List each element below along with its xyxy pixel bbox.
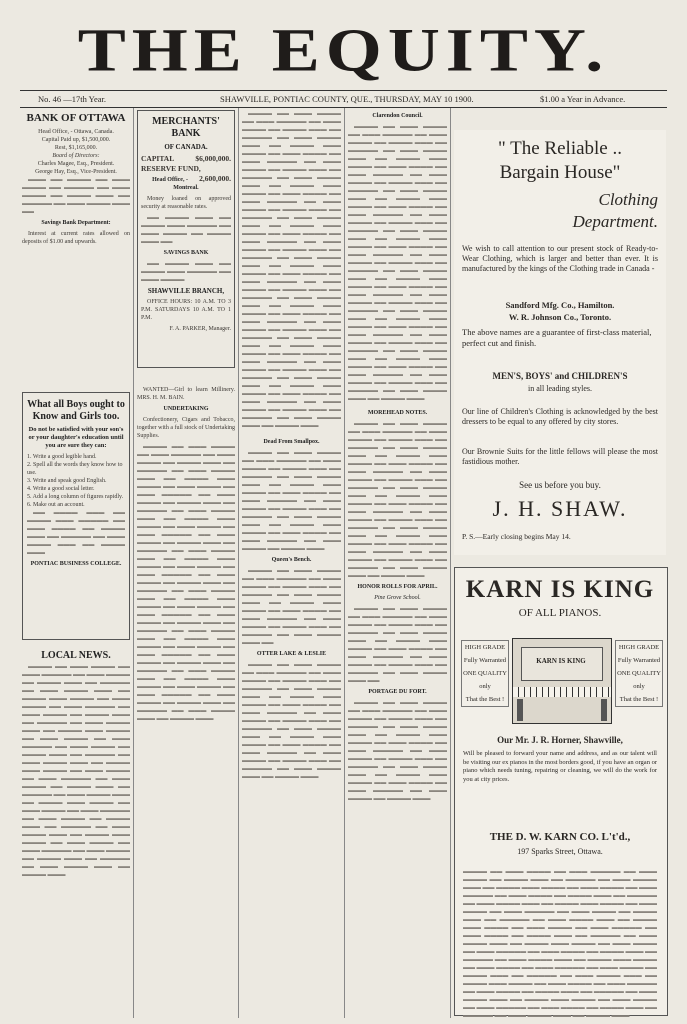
clarendon-council: Clarendon Council. xyxy=(372,113,423,119)
column-rule xyxy=(238,108,239,1018)
piano-illustration xyxy=(512,638,612,724)
text-filler: ▬▬▬▬ ▬▬ ▬▬▬ ▬▬▬▬ ▬▬ ▬▬▬ ▬▬▬▬▬ ▬▬ ▬▬▬ ▬▬▬▬ ▬▬ ▬▬▬▬ ▬▬▬ ▬▬ ▬▬▬▬▬ ▬▬ ▬▬▬ ▬▬▬▬ ▬▬▬ ▬▬ ▬▬▬▬ ▬▬▬ ▬▬▬▬ ▬▬ ▬▬▬ ▬▬▬▬ ▬▬ ▬▬▬ ▬▬▬▬▬ ▬▬ ▬▬▬ ▬▬▬▬ ▬▬ ▬▬▬▬ ▬▬▬ ▬▬ ▬▬▬▬▬ ▬▬ ▬▬▬ ▬▬▬▬ ▬▬▬ ▬▬ ▬▬▬▬ ▬▬▬ ▬▬▬▬ ▬▬ ▬▬▬ ▬▬▬▬ ▬▬ ▬▬▬ ▬▬▬▬▬ ▬▬ ▬▬▬ ▬▬▬▬ ▬▬ ▬▬▬▬ ▬▬▬ ▬▬ ▬▬▬▬▬ ▬▬ ▬▬▬ ▬▬▬▬ ▬▬▬ ▬▬ ▬▬▬▬ ▬▬▬ ▬▬▬▬ ▬▬ ▬▬▬ ▬▬▬▬ ▬▬ ▬▬▬ ▬▬▬▬▬ ▬▬ ▬▬▬ ▬▬▬▬ ▬▬ ▬▬▬▬ ▬▬▬ ▬▬ ▬▬▬▬▬ ▬▬ ▬▬▬ ▬▬▬▬ ▬▬▬ ▬▬ ▬▬▬▬ ▬▬▬ ▬▬▬▬ ▬▬ ▬▬▬ ▬▬▬▬ ▬▬ ▬▬▬ ▬▬▬▬▬ ▬▬ ▬▬▬ ▬▬▬▬ ▬▬ ▬▬▬▬ ▬▬▬ ▬▬ ▬▬▬▬▬ ▬▬ ▬▬▬ ▬▬▬▬ ▬▬▬ ▬▬ ▬▬▬▬ ▬▬▬ ▬▬▬▬ ▬▬ ▬▬▬ ▬▬▬▬ ▬▬ ▬▬▬ ▬▬▬▬▬ ▬▬ ▬▬▬ ▬▬▬▬ ▬▬ ▬▬▬▬ ▬▬▬ ▬▬ ▬▬▬▬▬ ▬▬ ▬▬▬ ▬▬▬▬ ▬▬▬ ▬▬ ▬▬▬▬ ▬▬▬ ▬▬▬▬ ▬▬ ▬▬▬ ▬▬▬▬ ▬▬ ▬▬▬ ▬▬▬▬▬ ▬▬ ▬▬▬ ▬▬▬▬ ▬▬ ▬▬▬▬ ▬▬▬ ▬▬ ▬▬▬▬▬ ▬▬ ▬▬▬ ▬▬▬▬ ▬▬▬ ▬▬ ▬▬▬▬ ▬▬▬ xyxy=(137,444,235,722)
column-1 xyxy=(22,110,130,1015)
boys-box-footer: PONTIAC BUSINESS COLLEGE. xyxy=(30,561,122,567)
boys-box-item: 5. Add a long column of figures rapidly. xyxy=(27,494,124,500)
badge-line: only xyxy=(479,683,491,690)
capital-value: $6,000,000. xyxy=(195,154,231,163)
piano-leg xyxy=(601,699,607,721)
badge-line: only xyxy=(633,683,645,690)
wanted-notice: WANTED—Girl to learn Millinery. MRS. H. M. BAIN. xyxy=(137,387,235,401)
column-rule xyxy=(450,108,451,1018)
reliable-see-us: See us before you buy. xyxy=(519,480,601,490)
column-rule xyxy=(344,108,345,1018)
queens-bench: Queen's Bench. xyxy=(271,557,312,563)
masthead-title: THE EQUITY. xyxy=(77,16,610,84)
piano-keys xyxy=(513,687,611,697)
karn-agent-text: Will be pleased to forward your name and address, and as our talent will be visiting our ex pianos in the most borders good, if you have an organ or piano which needs tuning, repairing or cleaning, we will do the work for you at city prices. xyxy=(463,750,657,783)
reserve-value: 2,600,000. xyxy=(199,174,231,183)
column-rule xyxy=(133,108,134,1018)
karn-piano-ad xyxy=(454,567,668,1019)
boys-box-item: 4. Write a good social letter. xyxy=(27,486,95,492)
portage-du-fort: PORTAGE DU FORT. xyxy=(368,689,427,695)
text-filler: ▬▬▬▬ ▬▬ ▬▬▬ ▬▬▬▬ ▬▬ ▬▬▬ ▬▬▬▬▬ ▬▬ ▬▬▬ ▬▬▬▬ ▬▬ ▬▬▬▬ ▬▬▬ ▬▬ ▬▬▬▬▬ ▬▬ ▬▬▬ ▬▬▬▬ ▬▬▬ ▬▬ ▬▬▬▬ ▬▬▬ ▬▬▬▬ ▬▬ ▬▬▬ ▬▬▬▬ ▬▬ ▬▬▬ ▬▬▬▬▬ ▬▬ ▬▬▬ ▬▬▬▬ ▬▬ ▬▬▬▬ ▬▬▬ ▬▬ ▬▬▬▬▬ ▬▬ ▬▬▬ ▬▬▬▬ ▬▬▬ ▬▬ ▬▬▬▬ ▬▬▬ ▬▬▬▬ ▬▬ ▬▬▬ ▬▬▬▬ ▬▬ ▬▬▬ ▬▬▬▬▬ ▬▬ ▬▬▬ ▬▬▬▬ ▬▬ ▬▬▬▬ ▬▬▬ ▬▬ ▬▬▬▬▬ ▬▬ ▬▬▬ ▬▬▬▬ ▬▬▬ ▬▬ ▬▬▬▬ ▬▬▬ ▬▬▬▬ ▬▬ ▬▬▬ ▬▬▬▬ ▬▬ ▬▬▬ ▬▬▬▬▬ ▬▬ ▬▬▬ ▬▬▬▬ ▬▬ ▬▬▬▬ ▬▬▬ ▬▬ ▬▬▬▬▬ ▬▬ ▬▬▬ ▬▬▬▬ ▬▬▬ ▬▬ ▬▬▬▬ ▬▬▬ ▬▬▬▬ ▬▬ ▬▬▬ ▬▬▬▬ ▬▬ ▬▬▬ ▬▬▬▬▬ ▬▬ ▬▬▬ ▬▬▬▬ ▬▬ ▬▬▬▬ ▬▬▬ ▬▬ ▬▬▬▬▬ ▬▬ ▬▬▬ ▬▬▬▬ ▬▬▬ ▬▬ ▬▬▬▬ ▬▬▬ ▬▬▬▬ ▬▬ ▬▬▬ ▬▬▬▬ ▬▬ ▬▬▬ ▬▬▬▬▬ ▬▬ ▬▬▬ ▬▬▬▬ ▬▬ ▬▬▬▬ ▬▬▬ ▬▬ ▬▬▬▬▬ ▬▬ ▬▬▬ ▬▬▬▬ ▬▬▬ ▬▬ ▬▬▬▬ ▬▬▬ ▬▬▬▬ ▬▬ ▬▬▬ ▬▬▬▬ ▬▬ ▬▬▬ ▬▬▬▬▬ ▬▬ ▬▬▬ ▬▬▬▬ ▬▬ ▬▬▬▬ ▬▬▬ ▬▬ ▬▬▬▬▬ ▬▬ ▬▬▬ ▬▬▬▬ ▬▬▬ ▬▬ ▬▬▬▬ ▬▬▬ xyxy=(348,124,447,402)
bank-ottawa-savings-text: Interest at current rates allowed on deposits of $1.00 and upwards. xyxy=(22,231,130,245)
column-2 xyxy=(137,110,235,1015)
reliable-line1: " The Reliable .. xyxy=(497,138,622,159)
reliable-merchant: J. H. SHAW. xyxy=(492,496,628,521)
merchants-savings-title: SAVINGS BANK xyxy=(163,250,209,256)
text-filler: ▬▬▬▬ ▬▬ ▬▬▬ ▬▬▬▬ ▬▬ ▬▬▬ ▬▬▬▬▬ ▬▬ ▬▬▬ ▬▬▬▬ ▬▬ ▬▬▬▬ ▬▬▬ ▬▬ ▬▬▬▬▬ ▬▬ ▬▬▬ ▬▬▬▬ ▬▬▬ ▬▬ ▬▬▬▬ ▬▬▬ ▬▬▬▬ ▬▬ ▬▬▬ ▬▬▬▬ ▬▬ ▬▬▬ ▬▬▬▬▬ ▬▬ ▬▬▬ ▬▬▬▬ ▬▬ ▬▬▬▬ ▬▬▬ ▬▬ ▬▬▬▬▬ ▬▬ ▬▬▬ ▬▬▬▬ ▬▬▬ ▬▬ ▬▬▬▬ ▬▬▬ ▬▬▬▬ ▬▬ ▬▬▬ ▬▬▬▬ ▬▬ ▬▬▬ ▬▬▬▬▬ ▬▬ ▬▬▬ ▬▬▬▬ ▬▬ ▬▬▬▬ ▬▬▬ xyxy=(242,450,341,552)
karn-right-badge xyxy=(615,640,663,707)
bank-ottawa-line: Rest, $1,165,000. xyxy=(54,145,98,151)
bank-ottawa-line: Board of Directors: xyxy=(52,153,100,159)
merchants-reserve xyxy=(141,164,231,183)
pine-grove-school: Pine Grove School. xyxy=(374,595,421,601)
merchants-manager: F. A. PARKER, Manager. xyxy=(169,326,231,332)
reliable-line2: Bargain House" xyxy=(499,162,621,183)
text-filler: ▬▬▬▬ ▬▬ ▬▬▬ ▬▬▬▬ ▬▬ ▬▬▬ ▬▬▬▬▬ ▬▬ ▬▬▬ ▬▬▬▬ ▬▬ ▬▬▬▬ ▬▬▬ ▬▬ ▬▬▬▬▬ ▬▬ ▬▬▬ ▬▬▬▬ ▬▬▬ ▬▬ ▬▬▬▬ ▬▬▬ ▬▬▬▬ ▬▬ ▬▬▬ ▬▬▬▬ ▬▬ ▬▬▬ ▬▬▬▬▬ ▬▬ ▬▬▬ ▬▬▬▬ ▬▬ ▬▬▬▬ ▬▬▬ ▬▬ ▬▬▬▬▬ ▬▬ ▬▬▬ ▬▬▬▬ ▬▬▬ ▬▬ xyxy=(348,606,447,684)
merchants-head-office: Head Office, - Montreal. xyxy=(152,177,199,191)
reliable-line4: Department. xyxy=(572,212,658,231)
reserve-label: RESERVE FUND, xyxy=(141,164,201,173)
karn-subline: OF ALL PIANOS. xyxy=(518,607,602,619)
bank-ottawa-ad xyxy=(22,112,130,282)
piano-leg xyxy=(517,699,523,721)
column-3 xyxy=(242,110,341,1015)
bank-ottawa-title: BANK OF OTTAWA xyxy=(26,112,126,124)
issue-number: No. 46 —17th Year. xyxy=(38,94,107,104)
boys-box-ad xyxy=(22,392,130,640)
badge-line: That the Best ! xyxy=(619,696,659,703)
badge-line: Fully Warranted xyxy=(463,657,507,664)
reliable-mens: MEN'S, BOYS' and CHILDREN'S xyxy=(492,371,628,381)
text-filler: ▬▬▬▬ ▬▬ ▬▬▬ ▬▬▬▬ ▬▬ ▬▬▬ ▬▬▬▬▬ ▬▬ ▬▬▬ ▬▬▬▬ ▬▬ ▬▬▬▬ ▬▬▬ ▬▬ ▬▬▬▬▬ ▬▬ ▬▬▬ ▬▬▬▬ ▬▬▬ ▬▬ ▬▬▬▬ ▬▬▬ ▬▬▬▬ ▬▬ ▬▬▬ ▬▬▬▬ ▬▬ ▬▬▬ ▬▬▬▬▬ ▬▬ ▬▬▬ ▬▬▬▬ ▬▬ ▬▬▬▬ ▬▬▬ ▬▬ ▬▬▬▬▬ ▬▬ ▬▬▬ ▬▬▬▬ ▬▬▬ ▬▬ ▬▬▬▬ ▬▬▬ ▬▬▬▬ ▬▬ ▬▬▬ ▬▬▬▬ ▬▬ ▬▬▬ ▬▬▬▬▬ ▬▬ ▬▬▬ ▬▬▬▬ ▬▬ ▬▬▬▬ ▬▬▬ ▬▬ ▬▬▬▬▬ ▬▬ ▬▬▬ ▬▬▬▬ ▬▬▬ ▬▬ ▬▬▬▬ ▬▬▬ ▬▬▬▬ ▬▬ ▬▬▬ ▬▬▬▬ ▬▬ ▬▬▬ ▬▬▬▬▬ ▬▬ ▬▬▬ ▬▬▬▬ ▬▬ ▬▬▬▬ ▬▬▬ ▬▬ ▬▬▬▬▬ ▬▬ ▬▬▬ ▬▬▬▬ ▬▬▬ ▬▬ ▬▬▬▬ ▬▬▬ xyxy=(348,421,447,579)
boys-box-item: 6. Make out an account. xyxy=(27,502,85,508)
reliable-body: We wish to call attention to our present stock of Ready-to-Wear Clothing, which is larger and better than ever. It is manufactured by the kings of the Clothing trade in Canada - xyxy=(462,244,658,273)
text-filler: ▬▬▬▬ ▬▬ ▬▬▬ ▬▬▬▬ ▬▬ ▬▬▬ ▬▬▬▬▬ ▬▬ ▬▬▬ ▬▬▬▬ ▬▬ ▬▬▬▬ ▬▬▬ ▬▬ ▬▬▬▬▬ ▬▬ ▬▬▬ ▬▬▬▬ ▬▬▬ ▬▬ ▬▬▬▬ ▬▬▬ ▬▬▬▬ ▬▬ ▬▬▬ ▬▬▬▬ ▬▬ ▬▬▬ ▬▬▬▬▬ ▬▬ ▬▬▬ ▬▬▬▬ ▬▬ ▬▬▬▬ ▬▬▬ ▬▬ ▬▬▬▬▬ ▬▬ ▬▬▬ ▬▬▬▬ ▬▬▬ ▬▬ ▬▬▬▬ ▬▬▬ ▬▬▬▬ ▬▬ ▬▬▬ ▬▬▬▬ ▬▬ ▬▬▬ ▬▬▬▬▬ ▬▬ ▬▬▬ ▬▬▬▬ ▬▬ ▬▬▬▬ ▬▬▬ ▬▬ ▬▬▬▬▬ ▬▬ ▬▬▬ ▬▬▬▬ ▬▬▬ ▬▬ ▬▬▬▬ ▬▬▬ ▬▬▬▬ ▬▬ ▬▬▬ ▬▬▬▬ ▬▬ ▬▬▬ ▬▬▬▬▬ ▬▬ ▬▬▬ ▬▬▬▬ ▬▬ ▬▬▬▬ ▬▬▬ ▬▬ ▬▬▬▬▬ ▬▬ ▬▬▬ ▬▬▬▬ ▬▬▬ ▬▬ ▬▬▬▬ ▬▬▬ ▬▬▬▬ ▬▬ ▬▬▬ ▬▬▬▬ ▬▬ ▬▬▬ ▬▬▬▬▬ ▬▬ ▬▬▬ ▬▬▬▬ ▬▬ ▬▬▬▬ ▬▬▬ ▬▬ ▬▬▬▬▬ ▬▬ ▬▬▬ ▬▬▬▬ ▬▬▬ ▬▬ ▬▬▬▬ ▬▬▬ ▬▬▬▬ ▬▬ ▬▬▬ ▬▬▬▬ ▬▬ ▬▬▬ ▬▬▬▬▬ ▬▬ ▬▬▬ ▬▬▬▬ ▬▬ ▬▬▬▬ ▬▬▬ ▬▬ ▬▬▬▬▬ ▬▬ ▬▬▬ ▬▬▬▬ ▬▬▬ ▬▬ ▬▬▬▬ ▬▬▬ xyxy=(22,664,130,878)
text-filler: ▬▬▬▬ ▬▬ ▬▬▬ ▬▬▬▬ ▬▬ ▬▬▬ ▬▬▬▬▬ ▬▬ ▬▬▬ ▬▬▬▬ ▬▬ ▬▬▬▬ ▬▬▬ ▬▬ ▬▬▬▬▬ ▬▬ ▬▬▬ ▬▬▬▬ ▬▬▬ ▬▬ ▬▬▬▬ ▬▬▬ ▬▬▬▬ ▬▬ ▬▬▬ ▬▬▬▬ ▬▬ ▬▬▬ ▬▬▬▬▬ ▬▬ ▬▬▬ ▬▬▬▬ ▬▬ ▬▬▬▬ ▬▬▬ ▬▬ ▬▬▬▬▬ ▬▬ ▬▬▬ ▬▬▬▬ ▬▬▬ ▬▬ ▬▬▬▬ ▬▬▬ ▬▬▬▬ ▬▬ ▬▬▬ ▬▬▬▬ ▬▬ ▬▬▬ ▬▬▬▬▬ ▬▬ ▬▬▬ ▬▬▬▬ ▬▬ ▬▬▬▬ ▬▬▬ ▬▬ ▬▬▬▬▬ ▬▬ ▬▬▬ ▬▬▬▬ ▬▬▬ ▬▬ ▬▬▬▬ ▬▬▬ xyxy=(242,662,341,780)
bank-ottawa-line: Capital Paid up, $1,500,000. xyxy=(41,137,111,143)
badge-line: ONE QUALITY xyxy=(617,670,661,677)
karn-agent: Our Mr. J. R. Horner, Shawville, xyxy=(497,735,623,745)
bank-ottawa-line: George Hay, Esq., Vice-President. xyxy=(35,169,117,175)
text-filler: ▬▬▬ ▬▬ ▬▬▬▬ ▬▬ ▬▬▬ ▬▬▬▬ ▬▬ ▬▬▬▬▬ ▬▬ ▬▬▬ ▬▬▬▬ ▬▬ ▬▬▬▬ ▬▬▬ ▬▬ ▬▬▬▬▬ ▬▬ ▬▬▬ ▬▬▬▬ ▬▬▬ ▬▬ xyxy=(22,177,130,215)
karn-address: 197 Sparks Street, Ottawa. xyxy=(517,847,603,856)
reliable-maker2: W. R. Johnson Co., Toronto. xyxy=(508,312,612,322)
badge-line: HIGH GRADE xyxy=(464,644,506,651)
place-date: SHAWVILLE, PONTIAC COUNTY, QUE., THURSDAY, MAY 10 1900. xyxy=(220,94,474,104)
subscription-price: $1.00 a Year in Advance. xyxy=(540,94,626,104)
boys-box-title: What all Boys ought to Know and Girls too. xyxy=(27,399,125,422)
merchants-branch-hours: OFFICE HOURS: 10 A.M. TO 3 P.M. SATURDAYS 10 A.M. TO 1 P.M. xyxy=(141,299,231,321)
boys-box-item: 1. Write a good legible hand. xyxy=(27,454,97,460)
badge-line: HIGH GRADE xyxy=(618,644,660,651)
dead-from-smallpox: Dead From Smallpox. xyxy=(263,439,320,445)
merchants-bank-title: MERCHANTS' BANK xyxy=(152,116,220,139)
text-filler: ▬▬▬▬ ▬▬ ▬▬▬ ▬▬▬▬ ▬▬ ▬▬▬ ▬▬▬▬▬ ▬▬ ▬▬▬ ▬▬▬▬ ▬▬ ▬▬▬▬ ▬▬▬ ▬▬ ▬▬▬▬▬ ▬▬ ▬▬▬ ▬▬▬▬ ▬▬▬ ▬▬ ▬▬▬▬ ▬▬▬ ▬▬▬▬ ▬▬ ▬▬▬ ▬▬▬▬ ▬▬ ▬▬▬ ▬▬▬▬▬ ▬▬ ▬▬▬ ▬▬▬▬ ▬▬ ▬▬▬▬ ▬▬▬ ▬▬ ▬▬▬▬▬ ▬▬ ▬▬▬ ▬▬▬▬ ▬▬▬ ▬▬ ▬▬▬▬ ▬▬▬ ▬▬▬▬ ▬▬ ▬▬▬ ▬▬▬▬ ▬▬ ▬▬▬ ▬▬▬▬▬ ▬▬ ▬▬▬ ▬▬▬▬ ▬▬ ▬▬▬▬ ▬▬▬ ▬▬ ▬▬▬▬▬ ▬▬ ▬▬▬ ▬▬▬▬ ▬▬▬ ▬▬ ▬▬▬▬ ▬▬▬ ▬▬▬▬ ▬▬ ▬▬▬ ▬▬▬▬ ▬▬ ▬▬▬ ▬▬▬▬▬ ▬▬ ▬▬▬ ▬▬▬▬ ▬▬ ▬▬▬▬ ▬▬▬ ▬▬ ▬▬▬▬▬ ▬▬ ▬▬▬ ▬▬▬▬ ▬▬▬ ▬▬ ▬▬▬▬ ▬▬▬ ▬▬▬▬ ▬▬ ▬▬▬ ▬▬▬▬ ▬▬ ▬▬▬ ▬▬▬▬▬ ▬▬ ▬▬▬ ▬▬▬▬ ▬▬ ▬▬▬▬ ▬▬▬ ▬▬ ▬▬▬▬▬ ▬▬ ▬▬▬ ▬▬▬▬ ▬▬▬ ▬▬ ▬▬▬▬ ▬▬▬ ▬▬▬▬ ▬▬ ▬▬▬ ▬▬▬▬ ▬▬ ▬▬▬ ▬▬▬▬▬ ▬▬ ▬▬▬ ▬▬▬▬ ▬▬ ▬▬▬▬ ▬▬▬ ▬▬ ▬▬▬▬▬ ▬▬ ▬▬▬ ▬▬▬▬ ▬▬▬ ▬▬ ▬▬▬▬ ▬▬▬ ▬▬▬▬ ▬▬ ▬▬▬ ▬▬▬▬ ▬▬ ▬▬▬ ▬▬▬▬▬ ▬▬ ▬▬▬ ▬▬▬▬ ▬▬ ▬▬▬▬ ▬▬▬ ▬▬ ▬▬▬▬▬ ▬▬ ▬▬▬ ▬▬▬▬ ▬▬▬ ▬▬ ▬▬▬▬ ▬▬▬ ▬▬▬▬ ▬▬ ▬▬▬ ▬▬▬▬ ▬▬ ▬▬▬ ▬▬▬▬▬ ▬▬ ▬▬▬ ▬▬▬▬ ▬▬ ▬▬▬▬ ▬▬▬ ▬▬ ▬▬▬▬▬ ▬▬ ▬▬▬ ▬▬▬▬ ▬▬▬ ▬▬ ▬▬▬▬ ▬▬▬ xyxy=(242,111,341,429)
text-filler: ▬▬ ▬▬▬▬ ▬▬▬ ▬▬ ▬▬▬▬ ▬▬▬ ▬▬▬▬▬ ▬▬ ▬▬▬ ▬▬▬▬ ▬▬ ▬▬▬▬ ▬▬▬ ▬▬ ▬▬▬▬▬ ▬▬ ▬▬▬ ▬▬▬▬ ▬▬▬ ▬▬ ▬▬▬▬ ▬▬▬ xyxy=(27,510,125,556)
local-news-title: LOCAL NEWS. xyxy=(41,650,111,661)
capital-label: CAPITAL xyxy=(141,154,175,163)
boys-box-intro: Do not be satisfied with your son's or your daughter's education until you are sure they can: xyxy=(28,426,124,449)
dateline xyxy=(20,90,667,108)
reliable-names-text: The above names are a guarantee of first-class material, perfect cut and finish. xyxy=(462,327,652,348)
reliable-childrens: Our line of Children's Clothing is acknowledged by the best dressers to be equal to any offered by city stores. xyxy=(462,407,658,426)
merchants-bank-ad xyxy=(137,110,235,368)
karn-left-badge xyxy=(461,640,509,707)
reliable-line3: Clothing xyxy=(598,190,658,209)
honor-rolls: HONOR ROLLS FOR APRIL. xyxy=(357,584,438,590)
bank-ottawa-line: Head Office, - Ottawa, Canada. xyxy=(38,129,114,135)
merchants-bank-subtitle: OF CANADA. xyxy=(164,143,208,151)
karn-headline: KARN IS KING xyxy=(465,576,655,603)
karn-company: THE D. W. KARN CO. L't'd., xyxy=(489,831,631,843)
bank-ottawa-line: Charles Magee, Esq., President. xyxy=(37,161,115,167)
text-filler: ▬▬▬▬ ▬▬ ▬▬▬ ▬▬▬▬ ▬▬ ▬▬▬ ▬▬▬▬▬ ▬▬ ▬▬▬ ▬▬▬▬ ▬▬ ▬▬▬▬ ▬▬▬ ▬▬ ▬▬▬▬▬ ▬▬ ▬▬▬ ▬▬▬▬ ▬▬▬ ▬▬ ▬▬▬▬ ▬▬▬ ▬▬▬▬ ▬▬ ▬▬▬ ▬▬▬▬ ▬▬ ▬▬▬ ▬▬▬▬▬ ▬▬ ▬▬▬ ▬▬▬▬ ▬▬ ▬▬▬▬ ▬▬▬ ▬▬ ▬▬▬▬▬ ▬▬ ▬▬▬ ▬▬▬▬ ▬▬▬ ▬▬ xyxy=(242,568,341,646)
morehead-notes: MOREHEAD NOTES. xyxy=(367,410,428,416)
undertaking-text: Confectionery, Cigars and Tobacco, together with a full stock of Undertaking Supplies. xyxy=(137,417,235,439)
reliable-bargain-house-ad xyxy=(454,130,666,555)
boys-box-item: 3. Write and speak good English. xyxy=(27,478,107,484)
column-4 xyxy=(348,110,447,1015)
otter-lake-leslie: OTTER LAKE & LESLIE xyxy=(256,651,327,657)
bank-ottawa-savings: Savings Bank Department: xyxy=(41,220,111,226)
text-filler: ▬▬▬▬ ▬▬ ▬▬▬ ▬▬▬▬ ▬▬ ▬▬▬ ▬▬▬▬▬ ▬▬ ▬▬▬ ▬▬▬▬ ▬▬ ▬▬▬▬ ▬▬▬ ▬▬ ▬▬▬▬▬ ▬▬ ▬▬▬ ▬▬▬▬ ▬▬▬ ▬▬ ▬▬▬▬ ▬▬▬ ▬▬▬▬ ▬▬ ▬▬▬ ▬▬▬▬ ▬▬ ▬▬▬ ▬▬▬▬▬ ▬▬ ▬▬▬ ▬▬▬▬ ▬▬ ▬▬▬▬ ▬▬▬ ▬▬ ▬▬▬▬▬ ▬▬ ▬▬▬ ▬▬▬▬ ▬▬▬ ▬▬ ▬▬▬▬ ▬▬▬ ▬▬▬▬ ▬▬ ▬▬▬ ▬▬▬▬ ▬▬ ▬▬▬ ▬▬▬▬▬ ▬▬ ▬▬▬ ▬▬▬▬ ▬▬ ▬▬▬▬ ▬▬▬ ▬▬ ▬▬▬▬▬ ▬▬ ▬▬▬ ▬▬▬▬ ▬▬▬ ▬▬ ▬▬▬▬ ▬▬▬ ▬▬▬▬ ▬▬ ▬▬▬ ▬▬▬▬ ▬▬ ▬▬▬ ▬▬▬▬▬ ▬▬ ▬▬▬ ▬▬▬▬ ▬▬ ▬▬▬▬ ▬▬▬ ▬▬ ▬▬▬▬▬ ▬▬ ▬▬▬ ▬▬▬▬ ▬▬▬ ▬▬ ▬▬▬▬ ▬▬▬ ▬▬▬▬ ▬▬ ▬▬▬ ▬▬▬▬ ▬▬ ▬▬▬ ▬▬▬▬▬ ▬▬ ▬▬▬ ▬▬▬▬ ▬▬ ▬▬▬▬ ▬▬▬ ▬▬ ▬▬▬▬▬ ▬▬ ▬▬▬ ▬▬▬▬ ▬▬▬ ▬▬ ▬▬▬▬ ▬▬▬ ▬▬▬▬ ▬▬ ▬▬▬ ▬▬▬▬ ▬▬ ▬▬▬ ▬▬▬▬▬ ▬▬ ▬▬▬ ▬▬▬▬ ▬▬ ▬▬▬▬ ▬▬▬ ▬▬ ▬▬▬▬▬ ▬▬ ▬▬▬ ▬▬▬▬ ▬▬▬ ▬▬ ▬▬▬▬ ▬▬▬ ▬▬▬▬ ▬▬ ▬▬▬ ▬▬▬▬ ▬▬ ▬▬▬ ▬▬▬▬▬ ▬▬ ▬▬▬ ▬▬▬▬ ▬▬ ▬▬▬▬ ▬▬▬ ▬▬ ▬▬▬▬▬ ▬▬ ▬▬▬ ▬▬▬▬ ▬▬▬ ▬▬ ▬▬▬▬ ▬▬▬ ▬▬▬▬ ▬▬ ▬▬▬ ▬▬▬▬ ▬▬ ▬▬▬ ▬▬▬▬▬ ▬▬ ▬▬▬ ▬▬▬▬ ▬▬ ▬▬▬▬ ▬▬▬ ▬▬ ▬▬▬▬▬ ▬▬ ▬▬▬ ▬▬▬▬ ▬▬▬ ▬▬ ▬▬▬▬ ▬▬▬ xyxy=(463,869,657,1019)
merchants-capital xyxy=(141,154,231,164)
merchants-branch-title: SHAWVILLE BRANCH, xyxy=(147,287,225,295)
reliable-brownie: Our Brownie Suits for the little fellows will please the most fastidious mother. xyxy=(462,447,658,466)
piano-label: KARN IS KING xyxy=(536,657,586,665)
badge-line: ONE QUALITY xyxy=(463,670,507,677)
badge-line: That the Best ! xyxy=(465,696,505,703)
badge-line: Fully Warranted xyxy=(617,657,661,664)
reliable-sizes: in all leading styles. xyxy=(528,384,592,393)
merchants-body: Money loaned on approved security at reasonable rates. xyxy=(141,196,231,210)
reliable-ps: P. S.—Early closing begins May 14. xyxy=(462,532,571,541)
undertaking-title: UNDERTAKING xyxy=(163,406,209,412)
text-filler: ▬▬ ▬▬▬▬ ▬▬▬ ▬▬ ▬▬▬▬ ▬▬▬ ▬▬▬▬▬ ▬▬ ▬▬▬ ▬▬▬▬ xyxy=(141,261,231,283)
reliable-maker1: Sandford Mfg. Co., Hamilton. xyxy=(505,300,615,310)
boys-box-item: 2. Spell all the words they know how to use. xyxy=(27,462,123,476)
text-filler: ▬▬ ▬▬▬▬ ▬▬▬ ▬▬ ▬▬▬▬ ▬▬▬ ▬▬▬▬▬ ▬▬ ▬▬▬ ▬▬▬▬ ▬▬ ▬▬▬▬ ▬▬▬ ▬▬ xyxy=(141,215,231,245)
text-filler: ▬▬▬▬ ▬▬ ▬▬▬ ▬▬▬▬ ▬▬ ▬▬▬ ▬▬▬▬▬ ▬▬ ▬▬▬ ▬▬▬▬ ▬▬ ▬▬▬▬ ▬▬▬ ▬▬ ▬▬▬▬▬ ▬▬ ▬▬▬ ▬▬▬▬ ▬▬▬ ▬▬ ▬▬▬▬ ▬▬▬ ▬▬▬▬ ▬▬ ▬▬▬ ▬▬▬▬ ▬▬ ▬▬▬ ▬▬▬▬▬ ▬▬ ▬▬▬ ▬▬▬▬ ▬▬ ▬▬▬▬ ▬▬▬ ▬▬ ▬▬▬▬▬ ▬▬ ▬▬▬ ▬▬▬▬ ▬▬▬ ▬▬ ▬▬▬▬ ▬▬▬ ▬▬▬▬ ▬▬ ▬▬▬ ▬▬▬▬ ▬▬ ▬▬▬ ▬▬▬▬▬ ▬▬ ▬▬▬ ▬▬▬▬ ▬▬ ▬▬▬▬ ▬▬▬ xyxy=(348,700,447,802)
